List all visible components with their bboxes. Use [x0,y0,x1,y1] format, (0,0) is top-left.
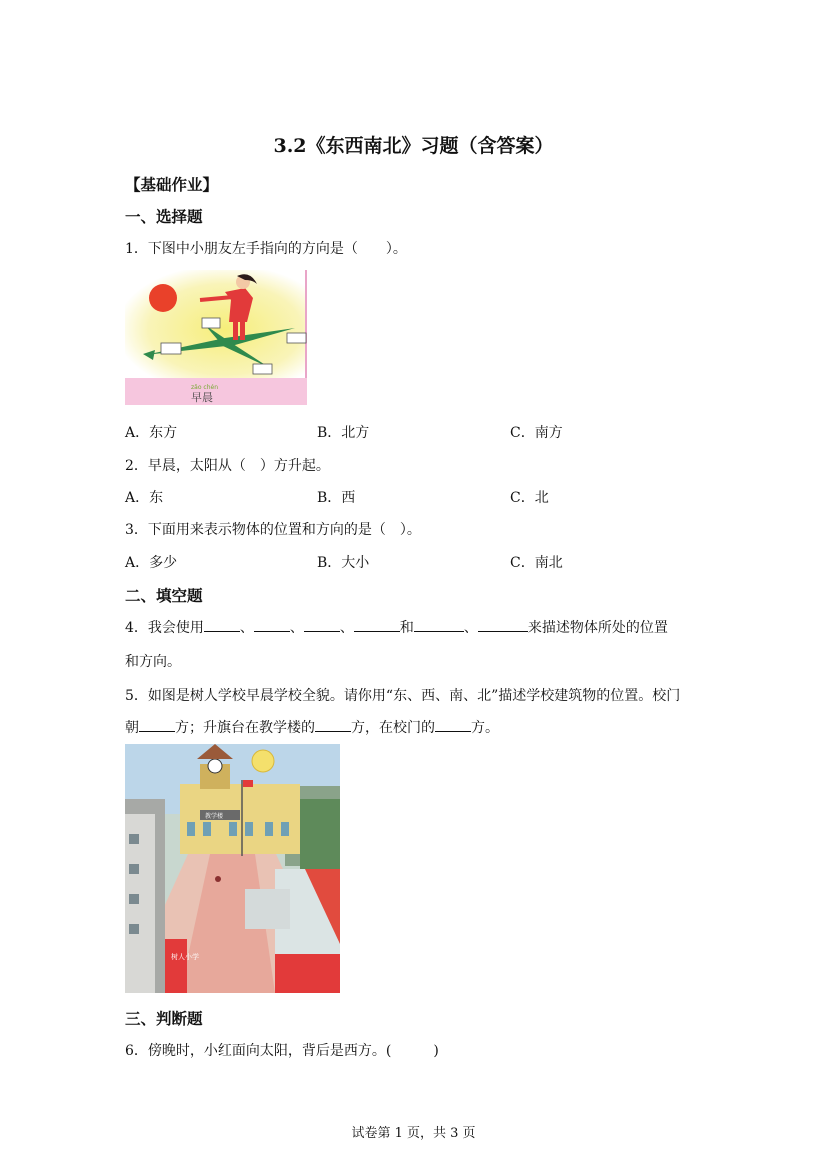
question-2: 2．早晨，太阳从（ ）方升起。 [125,458,330,474]
q2-option-a[interactable]: A．东 [125,490,164,506]
q4-blank-6[interactable] [478,617,528,632]
gate-sign: 树人小学 [171,953,199,961]
figure-pinyin-label: zǎo chén [191,384,218,391]
q3-option-b[interactable]: B．大小 [317,555,370,571]
question-4 [125,617,668,637]
q5-text-b: 方；升旗台在教学楼的 [175,720,315,736]
q3-option-c[interactable]: C．南北 [510,555,563,571]
q5-text-c: 方，在校门的 [351,720,435,736]
question-4-line-2: 和方向。 [125,654,181,670]
question-3: 3．下面用来表示物体的位置和方向的是（ ）。 [125,522,421,538]
q2-option-c[interactable]: C．北 [510,490,549,506]
page-footer: 试卷第 1 页，共 3 页 [351,1126,476,1141]
q5-text-d: 方。 [471,720,499,736]
q4-blank-3[interactable] [304,617,340,632]
q4-sep-1: 、 [239,620,254,636]
q4-sep-3: 、 [339,620,354,636]
q4-blank-1[interactable] [204,617,240,632]
part2-heading: 二、填空题 [125,587,203,605]
q1-option-a[interactable]: A．东方 [125,425,178,441]
q4-blank-4[interactable] [354,617,400,632]
q4-tail: 来描述物体所处的位置 [527,620,668,636]
figure-girl-pointing [125,270,307,405]
question-5-line-2 [125,717,499,737]
q5-blank-1[interactable] [139,717,175,732]
part1-heading: 一、选择题 [125,208,203,226]
q4-sep-2: 、 [289,620,304,636]
q4-and: 和 [399,620,414,636]
q4-blank-2[interactable] [254,617,290,632]
question-5: 5．如图是树人学校早晨学校全貌。请你用“东、西、南、北”描述学校建筑物的位置。校门 [125,688,681,704]
section-basic-homework: 【基础作业】 [125,176,219,194]
q3-option-a[interactable]: A．多少 [125,555,178,571]
page-title: 3.2《东西南北》习题（含答案） [273,135,554,157]
q5-blank-3[interactable] [435,717,471,732]
q2-option-b[interactable]: B．西 [317,490,356,506]
figure-morning-label: 早晨 [191,391,213,404]
figure-school-panorama [125,744,340,993]
q4-prefix: 4．我会使用 [125,620,204,636]
building-sign: 教学楼 [205,813,224,820]
q4-sep-4: 、 [463,620,478,636]
question-6: 6．傍晚时，小红面向太阳，背后是西方。( ) [125,1043,439,1059]
part3-heading: 三、判断题 [125,1010,203,1028]
q1-option-c[interactable]: C．南方 [510,425,563,441]
question-1: 1．下图中小朋友左手指向的方向是（ ）。 [125,241,407,257]
q5-text-a: 朝 [125,720,139,736]
q4-blank-5[interactable] [414,617,464,632]
q5-blank-2[interactable] [315,717,351,732]
q1-option-b[interactable]: B．北方 [317,425,370,441]
